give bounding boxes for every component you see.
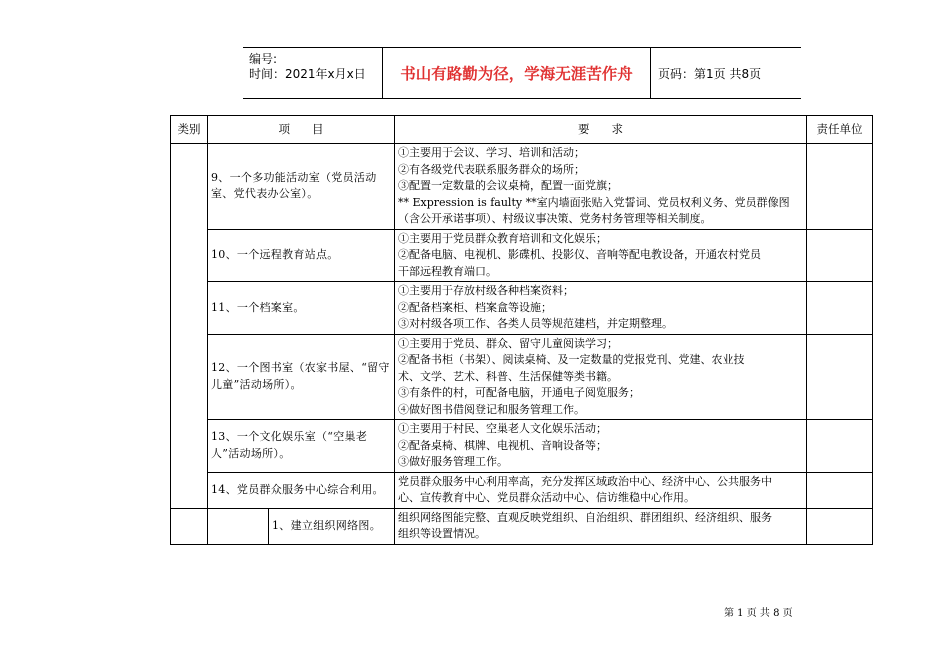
time-label: 时间：2021年x月x日 bbox=[249, 67, 366, 81]
requirement-line: ④做好图书借阅登记和服务管理工作。 bbox=[398, 402, 585, 416]
item-cell: 10、一个远程教育站点。 bbox=[208, 229, 395, 282]
requirement-cell bbox=[395, 472, 807, 508]
item-cell: 9、一个多功能活动室（党员活动室、党代表办公室）。 bbox=[208, 144, 395, 230]
unit-cell bbox=[807, 144, 873, 230]
requirement-line: ③做好服务管理工作。 bbox=[398, 455, 508, 468]
requirement-cell bbox=[395, 334, 807, 420]
requirement-cell bbox=[395, 282, 807, 335]
item-cell: 11、一个档案室。 bbox=[208, 282, 395, 335]
requirement-line: 组织网络图能完整、直观反映党组织、自治组织、群团组织、经济组织、服务 bbox=[398, 510, 772, 524]
unit-cell bbox=[807, 229, 873, 282]
requirement-cell bbox=[395, 420, 807, 473]
requirement-line: 组织等设置情况。 bbox=[398, 527, 486, 540]
header-unit: 责任单位 bbox=[807, 116, 873, 144]
table-row bbox=[171, 144, 873, 230]
requirement-line: ②配备档案柜、档案盒等设施； bbox=[398, 300, 552, 314]
requirement-line: ②配备桌椅、棋牌、电视机、音响设备等； bbox=[398, 438, 607, 452]
page-header bbox=[243, 47, 801, 99]
header-slogan: 书山有路勤为径，学海无涯苦作舟 bbox=[383, 48, 651, 98]
number-label: 编号: bbox=[249, 52, 278, 66]
table-row bbox=[171, 282, 873, 335]
requirement-line: ** Expression is faulty **室内墙面张贴入党誓词、党员权利义务、党员群像图 bbox=[398, 195, 790, 209]
requirement-line: ②配备电脑、电视机、影碟机、投影仪、音响等配电教设备，开通农村党员 bbox=[398, 248, 761, 261]
requirement-line: ①主要用于村民、空巢老人文化娱乐活动； bbox=[398, 422, 607, 435]
category-cell bbox=[171, 508, 208, 544]
requirement-line: ③有条件的村，可配备电脑，开通电子阅览服务； bbox=[398, 386, 640, 399]
requirement-line: 心、宣传教育中心、党员群众活动中心、信访维稳中心作用。 bbox=[398, 491, 695, 504]
page-footer: 第 1 页 共 8 页 bbox=[724, 608, 793, 619]
header-category: 类别 bbox=[171, 116, 208, 144]
table-row bbox=[171, 334, 873, 420]
unit-cell bbox=[807, 334, 873, 420]
requirement-line: ①主要用于会议、学习、培训和活动； bbox=[398, 146, 585, 159]
table-row bbox=[171, 229, 873, 282]
item-cell: 13、一个文化娱乐室（“空巢老人”活动场所）。 bbox=[208, 420, 395, 473]
table-header-row bbox=[171, 116, 873, 144]
unit-cell bbox=[807, 508, 873, 544]
requirement-line: ③配置一定数量的会议桌椅，配置一面党旗； bbox=[398, 179, 618, 192]
requirement-line: 党员群众服务中心利用率高，充分发挥区域政治中心、经济中心、公共服务中 bbox=[398, 474, 772, 488]
item-group-cell bbox=[208, 508, 269, 544]
item-cell: 12、一个图书室（农家书屋、“留守儿童”活动场所）。 bbox=[208, 334, 395, 420]
header-meta bbox=[243, 48, 383, 98]
requirement-line: ②有各级党代表联系服务群众的场所； bbox=[398, 162, 585, 176]
requirement-line: ②配备书柜（书架）、阅读桌椅、及一定数量的党报党刊、党建、农业技 bbox=[398, 353, 745, 366]
requirement-cell bbox=[395, 144, 807, 230]
page-label: 页码：第1页 共8页 bbox=[658, 66, 762, 81]
requirement-line: ③对村级各项工作、各类人员等规范建档，并定期整理。 bbox=[398, 317, 673, 330]
requirement-line: 术、文学、艺术、科普、生活保健等类书籍。 bbox=[398, 369, 618, 383]
item-cell: 14、党员群众服务中心综合利用。 bbox=[208, 472, 395, 508]
unit-cell bbox=[807, 472, 873, 508]
table-row bbox=[171, 420, 873, 473]
requirement-line: （含公开承诺事项）、村级议事决策、党务村务管理等相关制度。 bbox=[398, 212, 712, 225]
requirement-cell bbox=[395, 508, 807, 544]
header-requirement: 要 求 bbox=[395, 116, 807, 144]
header-item: 项 目 bbox=[208, 116, 395, 144]
unit-cell bbox=[807, 420, 873, 473]
requirement-line: 干部远程教育端口。 bbox=[398, 264, 497, 278]
table-row bbox=[171, 508, 873, 544]
requirement-line: ①主要用于存放村级各种档案资料； bbox=[398, 284, 574, 297]
requirement-line: ①主要用于党员、群众、留守儿童阅读学习； bbox=[398, 336, 618, 350]
unit-cell bbox=[807, 282, 873, 335]
requirement-cell bbox=[395, 229, 807, 282]
category-cell bbox=[171, 144, 208, 509]
table-row bbox=[171, 472, 873, 508]
requirement-line: ①主要用于党员群众教育培训和文化娱乐； bbox=[398, 231, 607, 245]
requirements-table bbox=[170, 115, 873, 545]
sub-item-cell: 1、建立组织网络图。 bbox=[269, 508, 395, 544]
